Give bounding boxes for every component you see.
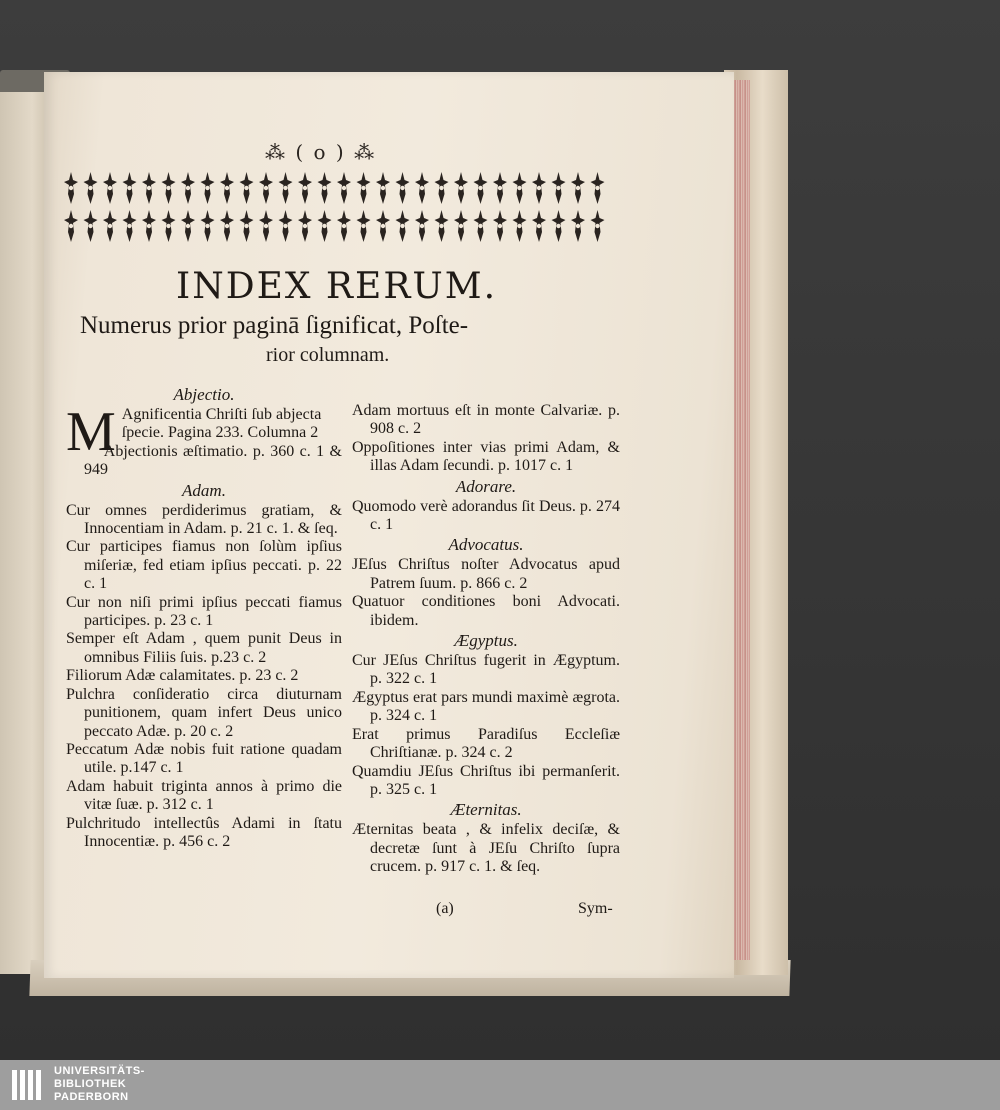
- catchword: Sym-: [578, 900, 613, 917]
- fleuron-dot: [88, 224, 92, 228]
- fleuron-dot: [205, 224, 209, 228]
- index-entry: Quomodo verè adorandus ſit Deus. p. 274 c. 1: [352, 497, 620, 534]
- fleuron-dot: [400, 224, 404, 228]
- index-entry: JEſus Chriſtus noſter Advocatus apud Patrem ſuum. p. 866 c. 2: [352, 556, 620, 592]
- library-name-line: UNIVERSITÄTS-: [54, 1065, 145, 1077]
- index-entry: Erat primus Paradiſus Eccleſiæ Chriſtianæ. p. 324 c. 2: [352, 725, 620, 762]
- index-entry: Cur non niſi primi ipſius peccati fiamus participes. p. 23 c. 1: [66, 593, 342, 630]
- index-entry: Pulchra conſideratio circa diuturnam punitionem, quam infert Deus unico peccato Adæ. p. 20 c. 2: [66, 685, 342, 740]
- fleuron-dot: [381, 224, 385, 228]
- fleuron-dot: [166, 224, 170, 228]
- fleuron-dot: [498, 186, 502, 190]
- fleuron-dot: [459, 186, 463, 190]
- fleuron-dot: [361, 186, 365, 190]
- fleuron-dot: [478, 186, 482, 190]
- index-entry: Peccatum Adæ nobis fuit ratione quadam utile. p.147 c. 1: [66, 740, 342, 777]
- fleuron-dot: [322, 186, 326, 190]
- section-heading: Adam.: [182, 480, 226, 500]
- fleuron-dot: [147, 224, 151, 228]
- section-heading: Advocatus.: [448, 535, 524, 555]
- fleuron-dot: [556, 224, 560, 228]
- fleuron-dot: [108, 224, 112, 228]
- fleuron-dot: [283, 186, 287, 190]
- fleuron-dot: [498, 224, 502, 228]
- section-heading: Adorare.: [455, 476, 517, 496]
- fleuron-dot: [166, 186, 170, 190]
- left-page-edge: [0, 92, 47, 974]
- fleuron-dot: [264, 224, 268, 228]
- fleuron-dot: [361, 224, 365, 228]
- fleuron-dot: [264, 186, 268, 190]
- index-entry: Pulchritudo intellectûs Adami in ſtatu Innocentiæ. p. 456 c. 2: [66, 814, 342, 850]
- index-entry: Adam habuit triginta annos à primo die vitæ ſuæ. p. 312 c. 1: [66, 777, 342, 814]
- fleuron-dot: [127, 186, 131, 190]
- library-logo-icon: [10, 1066, 48, 1104]
- fleuron-dot: [576, 186, 580, 190]
- index-entry: Æternitas beata , & infelix deciſæ, & decretæ ſunt à JEſu Chriſto ſupra crucem. p. 917 c. 1. & ſeq.: [352, 821, 620, 876]
- index-entry: Cur omnes perdiderimus gratiam, & Innocentiam in Adam. p. 21 c. 1. & ſeq.: [66, 501, 342, 538]
- library-name-line: BIBLIOTHEK: [54, 1078, 127, 1090]
- decorative-ornament-band: [62, 170, 608, 246]
- fleuron-dot: [420, 186, 424, 190]
- fleuron-dot: [556, 186, 560, 190]
- fleuron-dot: [69, 224, 73, 228]
- index-entry: Quamdiu JEſus Chriſtus ibi permanſerit. p. 325 c. 1: [352, 762, 620, 798]
- fleuron-dot: [381, 186, 385, 190]
- section-heading: Ægyptus.: [454, 631, 518, 651]
- fleuron-dot: [420, 224, 424, 228]
- fleuron-dot: [303, 224, 307, 228]
- index-entry: Adam mortuus eſt in monte Calvariæ. p. 908 c. 2: [352, 402, 620, 438]
- fleuron-dot: [69, 186, 73, 190]
- library-footer-bar: [0, 1060, 1000, 1110]
- fleuron-dot: [127, 224, 131, 228]
- fleuron-dot: [459, 224, 463, 228]
- red-page-edges: [732, 80, 750, 960]
- fleuron-dot: [517, 186, 521, 190]
- fleuron-dot: [342, 186, 346, 190]
- fleuron-dot: [342, 224, 346, 228]
- fleuron-dot: [576, 224, 580, 228]
- page-subtitle-cont: rior columnam.: [266, 344, 390, 366]
- fleuron-dot: [186, 186, 190, 190]
- fleuron-dot: [595, 186, 599, 190]
- library-name-line: PADERBORN: [54, 1091, 129, 1103]
- index-entry: Filiorum Adæ calamitates. p. 23 c. 2: [66, 667, 299, 685]
- fleuron-dot: [537, 224, 541, 228]
- fleuron-dot: [283, 224, 287, 228]
- index-entry: Cur participes fiamus non ſolùm ipſius miſeriæ, fed etiam ipſius peccati. p. 22 c. 1: [66, 538, 342, 593]
- index-entry: Ægyptus erat pars mundi maximè ægrota. p. 324 c. 1: [352, 688, 620, 725]
- section-heading: Æternitas.: [450, 800, 522, 820]
- fleuron-dot: [303, 186, 307, 190]
- page-subtitle: Numerus prior paginā ſignificat, Poſte-: [80, 312, 469, 339]
- fleuron-dot: [400, 186, 404, 190]
- fleuron-dot: [478, 224, 482, 228]
- fleuron-dot: [322, 224, 326, 228]
- index-entry: Oppoſitiones inter vias primi Adam, & illas Adam ſecundi. p. 1017 c. 1: [352, 438, 620, 475]
- index-column-left: [66, 384, 342, 851]
- section-heading: Abjectio.: [173, 385, 235, 404]
- page-title: INDEX RERUM.: [176, 266, 498, 307]
- fleuron-dot: [225, 224, 229, 228]
- index-entry: Quatuor conditiones boni Advocati. ibidem.: [352, 593, 620, 629]
- fleuron-dot: [147, 186, 151, 190]
- fleuron-dot: [439, 224, 443, 228]
- fleuron-dot: [88, 186, 92, 190]
- running-head: ⁂ ( o ) ⁂: [265, 140, 377, 164]
- fleuron-dot: [537, 186, 541, 190]
- library-name: [54, 1065, 145, 1104]
- signature-mark: (a): [436, 900, 454, 917]
- index-entry: Cur JEſus Chriſtus fugerit in Ægyptum. p. 322 c. 1: [352, 652, 620, 688]
- index-entry-text: Agnificentia Chriſti ſub abjecta ſpecie. Pagina 233. Columna 2: [121, 406, 322, 442]
- fleuron-dot: [595, 224, 599, 228]
- index-entry: Semper eſt Adam , quem punit Deus in omnibus Filiis ſuis. p.23 c. 2: [66, 630, 342, 666]
- fleuron-dot: [244, 186, 248, 190]
- fleuron-dot: [244, 224, 248, 228]
- fleuron-dot: [186, 224, 190, 228]
- drop-cap: M: [66, 401, 116, 463]
- fleuron-dot: [108, 186, 112, 190]
- index-entry: Abjectionis æſtimatio. p. 360 c. 1 & 949: [84, 442, 342, 479]
- fleuron-dot: [225, 186, 229, 190]
- fleuron-dot: [205, 186, 209, 190]
- fleuron-dot: [517, 224, 521, 228]
- index-column-right: [352, 402, 620, 877]
- fleuron-dot: [439, 186, 443, 190]
